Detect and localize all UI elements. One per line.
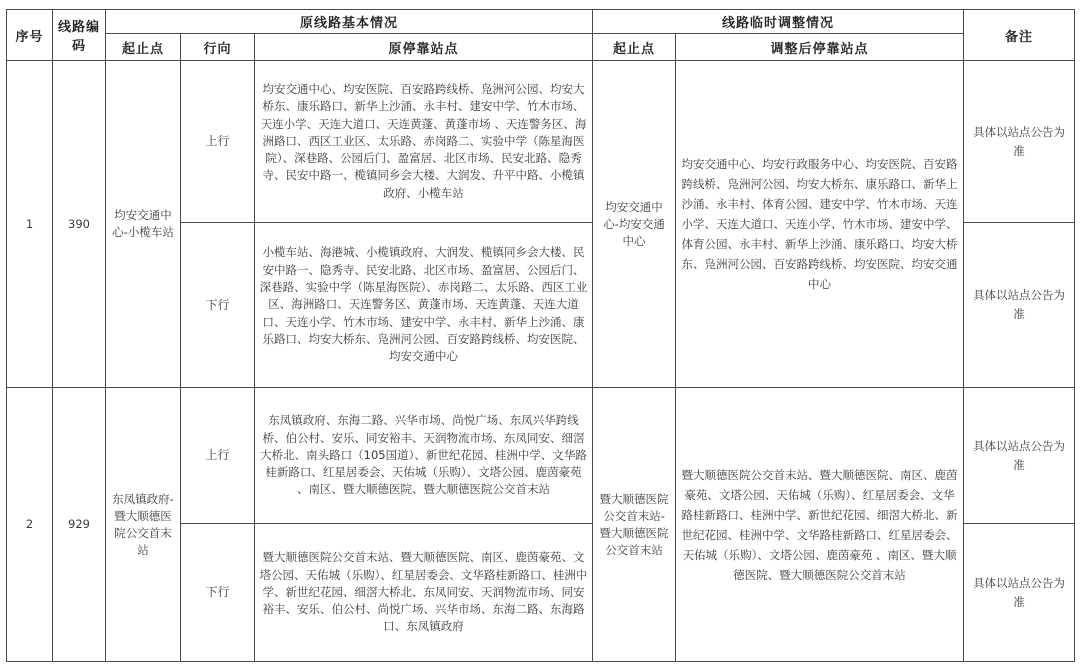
- header-adjusted-stops: 调整后停靠站点: [676, 34, 964, 61]
- route-seq: 1: [7, 61, 53, 388]
- adjusted-endpoints: 暨大顺德医院公交首末站-暨大顺德医院公交首末站: [593, 388, 676, 662]
- original-stops: 均安交通中心、均安医院、百安路跨线桥、凫洲河公园、均安大桥东、康乐路口、新华上沙涌、永丰村、建安中学、竹木市场、天连小学、天连大道口、天连黄蓬、黄蓬市场 、天连警务区、海洲路口、西区工业区、太乐路、赤岗路二、实验中学（陈星海医院）、深巷路、公园后门、盈富居、北区市场、民安北路、隐秀寺、民安中路一、榄镇同乡会大楼、大润发、升平中路、小榄镇政府、小榄车站: [255, 61, 593, 223]
- header-row-1: [7, 10, 1075, 34]
- route-endpoints: 东凤镇政府-暨大顺德医院公交首末站: [106, 388, 181, 662]
- header-remark: 备注: [964, 10, 1075, 61]
- adjusted-stops: 暨大顺德医院公交首末站、暨大顺德医院、南区、鹿茵豪苑、文塔公园、天佑城（乐购）、红星居委会、文华路桂新路口、桂洲中学、新世纪花园、细滘大桥北、新世纪花园、桂洲中学、文华路桂新路口、红星居委会、天佑城（乐购）、文塔公园、鹿茵豪苑 、南区、暨大顺德医院、暨大顺德医院公交首末站: [676, 388, 964, 662]
- route-seq: 2: [7, 388, 53, 662]
- header-endpoints: 起止点: [106, 34, 181, 61]
- route-remark: 具体以站点公告为准: [964, 223, 1075, 388]
- header-row-2: [7, 34, 1075, 61]
- original-stops: 暨大顺德医院公交首末站、暨大顺德医院、南区、鹿茵豪苑、文塔公园、天佑城（乐购）、红星居委会、文华路桂新路口、桂洲中学、新世纪花园、细滘大桥北、东凤同安、天润物流市场、同安裕丰、安乐、伯公村、尚悦广场、兴华市场、东海二路、东海路口、东凤镇政府: [255, 524, 593, 662]
- header-original-group: 原线路基本情况: [106, 10, 593, 34]
- route-remark: 具体以站点公告为准: [964, 524, 1075, 662]
- route-code: 390: [53, 61, 106, 388]
- table-row: [7, 61, 1075, 223]
- route-remark: 具体以站点公告为准: [964, 61, 1075, 223]
- header-adjusted-group: 线路临时调整情况: [593, 10, 964, 34]
- header-adjusted-endpoints: 起止点: [593, 34, 676, 61]
- route-direction: 下行: [181, 223, 255, 388]
- route-direction: 上行: [181, 388, 255, 524]
- route-direction: 上行: [181, 61, 255, 223]
- table-row: [7, 388, 1075, 524]
- route-adjustment-table: [6, 9, 1075, 662]
- header-original-stops: 原停靠站点: [255, 34, 593, 61]
- route-endpoints: 均安交通中心-小榄车站: [106, 61, 181, 388]
- route-remark: 具体以站点公告为准: [964, 388, 1075, 524]
- adjusted-stops: 均安交通中心、均安行政服务中心、均安医院、百安路跨线桥、凫洲河公园、均安大桥东、康乐路口、新华上沙涌、永丰村、体育公园、建安中学、竹木市场、天连小学、天连大道口、天连小学、竹木市场、建安中学、体育公园、永丰村、新华上沙涌、康乐路口、均安大桥东、凫洲河公园、百安路跨线桥、均安医院、均安交通中心: [676, 61, 964, 388]
- header-direction: 行向: [181, 34, 255, 61]
- header-seq: 序号: [7, 10, 53, 61]
- original-stops: 东凤镇政府、东海二路、兴华市场、尚悦广场、东凤兴华跨线桥、伯公村、安乐、同安裕丰、天润物流市场、东凤同安、细滘大桥北、南头路口（105国道）、新世纪花园、桂洲中学、文华路桂新路口、红星居委会、天佑城（乐购）、文塔公园、鹿茵豪苑 、南区、暨大顺德医院、暨大顺德医院公交首末站: [255, 388, 593, 524]
- adjusted-endpoints: 均安交通中心-均安交通中心: [593, 61, 676, 388]
- route-direction: 下行: [181, 524, 255, 662]
- route-code: 929: [53, 388, 106, 662]
- original-stops: 小榄车站、海港城、小榄镇政府、大润发、榄镇同乡会大楼、民安中路一、隐秀寺、民安北路、北区市场、盈富居、公园后门、深巷路、实验中学（陈星海医院）、赤岗路二、太乐路、西区工业区、海洲路口、天连警务区、黄蓬市场、天连黄蓬、天连大道口、天连小学、竹木市场、建安中学、永丰村、新华上沙涌、康乐路口、均安大桥东、凫洲河公园、百安路跨线桥、均安医院、均安交通中心: [255, 223, 593, 388]
- header-code: 线路编码: [53, 10, 106, 61]
